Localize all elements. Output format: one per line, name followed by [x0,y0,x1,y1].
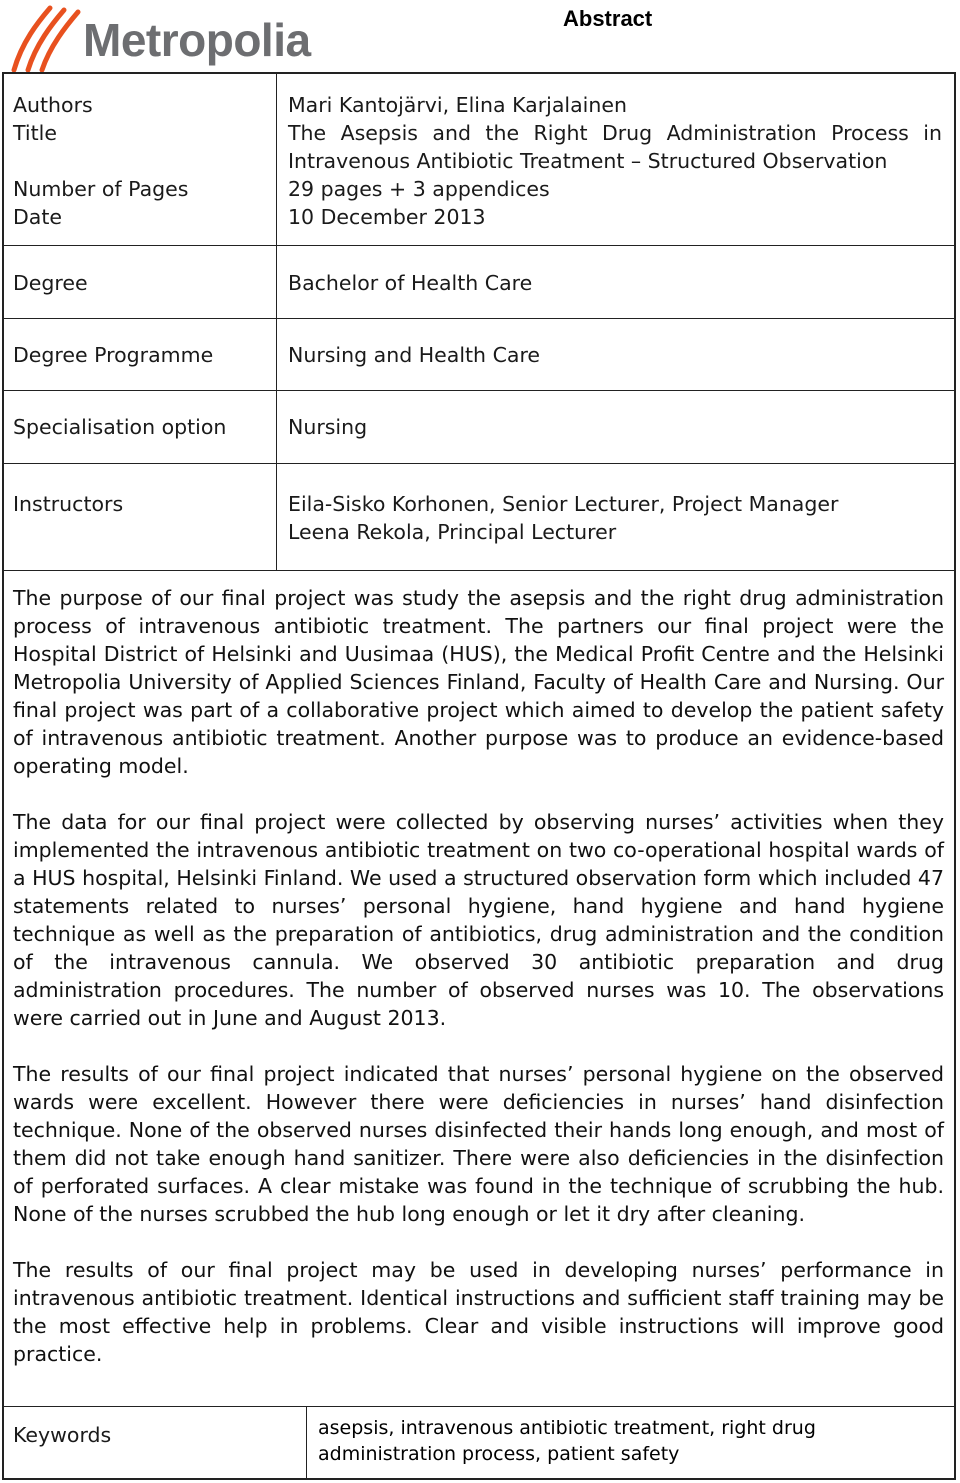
abstract-paragraph: The results of our final project may be used in developing nurses’ performance in intravenous antibiotic treatment. Identical instructions and sufficient staff training may be the most effective help in problems. Clear and visible instructions will improve good practice. [13,1258,944,1366]
date-label: Date [13,205,62,229]
abstract-table [2,72,956,1480]
instructors-values [288,490,942,546]
abstract-body [13,584,944,1396]
info-labels [13,91,188,231]
instructors-label: Instructors [13,492,124,516]
programme-row [4,319,954,391]
instructor-2: Leena Rekola, Principal Lecturer [288,520,617,544]
pages-label: Number of Pages [13,177,189,201]
authors-value: Mari Kantojärvi, Elina Karjalainen [288,93,627,117]
instructors-row [4,464,954,571]
title-value: The Asepsis and the Right Drug Administration Process in Intravenous Antibiotic Treatment – Structured Observation [288,121,942,173]
abstract-paragraph: The results of our final project indicated that nurses’ personal hygiene on the observed wards were excellent. However there were deficiencies in nurses’ hand disinfection technique. None of the observed nurses disinfected their hands long enough, and most of them did not take enough hand sanitizer. There were also deficiencies in the disinfection of perforated surfaces. A clear mistake was found in the technique of scrubbing the hub. None of the nurses scrubbed the hub long enough or let it dry after cleaning. [13,1062,944,1226]
abstract-paragraph: The purpose of our final project was study the asepsis and the right drug administration process of intravenous antibiotic treatment. The partners our final project were the Hospital District of Helsinki and Uusimaa (HUS), the Medical Profit Centre and the Helsinki Metropolia University of Applied Sciences Finland, Faculty of Health Care and Nursing. Our final project was part of a collaborative project which aimed to develop the patient safety of intravenous antibiotic treatment. Another purpose was to produce an evidence-based operating model. [13,586,944,778]
pages-value: 29 pages + 3 appendices [288,177,550,201]
logo-swirl-icon [8,2,88,72]
abstract-paragraph: The data for our final project were collected by observing nurses’ activities when they implemented the intravenous antibiotic treatment on two co-operational hospital wards of a HUS hospital, Helsinki Finland. We used a structured observation form which included 47 statements related to nurses’ personal hygiene, hand hygiene and hand hygiene technique as well as the preparation of antibiotics, drug administration and the condition of the intravenous cannula. We observed 30 antibiotic preparation and drug administration procedures. The number of observed nurses was 10. The observations were carried out in June and August 2013. [13,810,944,1030]
keywords-row [4,1406,954,1479]
degree-row [4,246,954,319]
metropolia-logo [8,2,328,72]
degree-label: Degree [13,271,88,295]
abstract-heading: Abstract [563,6,653,31]
info-values [288,91,942,231]
specialisation-label: Specialisation option [13,415,227,439]
specialisation-value: Nursing [288,415,368,439]
instructor-1: Eila-Sisko Korhonen, Senior Lecturer, Project Manager [288,492,839,516]
keywords-value: asepsis, intravenous antibiotic treatment, right drug administration process, patient safety [318,1417,816,1465]
keywords-label: Keywords [13,1423,112,1447]
specialisation-row [4,391,954,464]
degree-value: Bachelor of Health Care [288,271,533,295]
info-row [4,74,954,246]
programme-label: Degree Programme [13,343,214,367]
authors-label: Authors [13,93,93,117]
title-label: Title [13,121,57,145]
logo-text: Metropolia [83,14,311,66]
date-value: 10 December 2013 [288,205,486,229]
programme-value: Nursing and Health Care [288,343,541,367]
